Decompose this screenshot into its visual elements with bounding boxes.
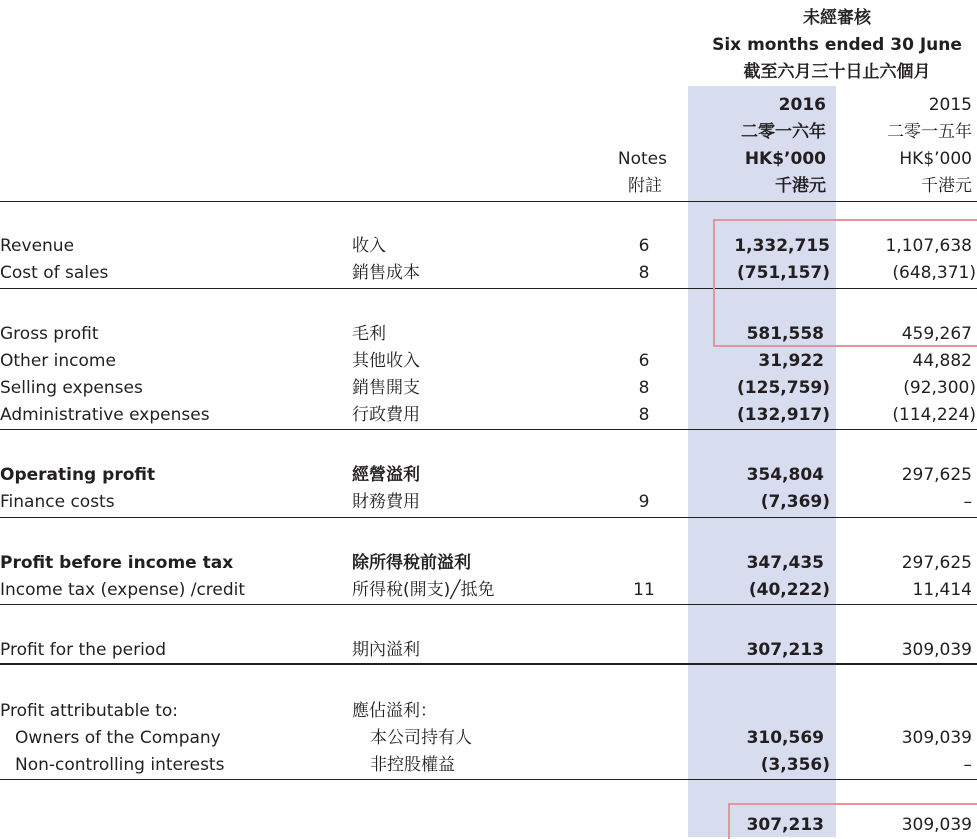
rule-after-income-tax — [0, 604, 977, 605]
row-note: 6 — [638, 236, 650, 256]
row-value-2015: 297,625 — [901, 553, 972, 573]
rule-after-admin-expenses — [0, 429, 977, 430]
row-value-2015: 11,414 — [912, 580, 972, 600]
row-label: Other income — [0, 351, 116, 371]
row-value-2015: – — [963, 755, 972, 775]
row-value-2015: 309,039 — [901, 728, 972, 748]
row-label: Profit before income tax — [0, 553, 234, 573]
notes-header-zh: 附註 — [628, 176, 662, 196]
row-value-2015: (114,224) — [892, 405, 976, 425]
row-label-zh: 收入 — [352, 236, 386, 256]
row-value-2016: (7,369) — [760, 492, 830, 512]
rule-after-profit-for-period — [0, 663, 977, 665]
row-value-2016: 307,213 — [746, 640, 824, 660]
row-label-zh: 財務費用 — [352, 492, 420, 512]
row-value-2016: 310,569 — [746, 728, 824, 748]
row-value-2015: 459,267 — [901, 324, 972, 344]
row-label-zh: 非控股權益 — [370, 755, 455, 775]
row-label: Operating profit — [0, 465, 156, 485]
row-label-zh: 期內溢利 — [352, 640, 420, 660]
row-label: Gross profit — [0, 324, 99, 344]
row-label-zh: 所得稅(開支)╱抵免 — [352, 580, 495, 600]
unit-2016-header: HK$’000 — [744, 149, 826, 169]
current-period-column-shading — [688, 86, 836, 837]
row-label: Income tax (expense) /credit — [0, 580, 246, 600]
header-rule — [0, 201, 977, 202]
row-value-2016: 31,922 — [758, 351, 824, 371]
row-value-2015: 309,039 — [901, 640, 972, 660]
row-value-2016: 1,332,715 — [734, 236, 830, 256]
row-value-2016: (3,356) — [760, 755, 830, 775]
row-label-zh: 經營溢利 — [352, 465, 420, 485]
year-2016-header: 2016 — [778, 95, 826, 115]
row-label: Administrative expenses — [0, 405, 210, 425]
row-value-2016: 581,558 — [746, 324, 824, 344]
row-value-2016: (751,157) — [737, 263, 830, 283]
row-value-2016: 347,435 — [746, 553, 824, 573]
row-value-2016: (132,917) — [737, 405, 830, 425]
row-label: Owners of the Company — [15, 728, 221, 748]
rule-after-attributable — [0, 779, 977, 780]
row-label-zh: 毛利 — [352, 324, 386, 344]
row-label: Profit for the period — [0, 640, 166, 660]
year-2015-header: 2015 — [928, 95, 972, 115]
row-value-2016: 354,804 — [746, 465, 824, 485]
row-value-2016: (40,222) — [748, 580, 830, 600]
period-heading-en: Six months ended 30 June — [712, 35, 962, 55]
row-note: 6 — [638, 351, 650, 371]
year-2016-header-zh: 二零一六年 — [741, 122, 826, 142]
row-label-zh: 本公司持有人 — [370, 728, 472, 748]
period-heading-zh: 截至六月三十日止六個月 — [743, 62, 931, 82]
row-value-2015: (92,300) — [903, 378, 976, 398]
row-value-2016: (125,759) — [737, 378, 830, 398]
rule-after-finance-costs — [0, 517, 977, 518]
row-value-2015: 44,882 — [912, 351, 972, 371]
row-label-zh: 銷售開支 — [352, 378, 420, 398]
row-value-2016: 307,213 — [746, 815, 824, 835]
row-label-zh: 其他收入 — [352, 351, 420, 371]
row-label: Cost of sales — [0, 263, 109, 283]
row-label: Finance costs — [0, 492, 115, 512]
row-label: Revenue — [0, 236, 75, 256]
unit-2015-header-zh: 千港元 — [921, 176, 972, 196]
unit-2015-header: HK$’000 — [899, 149, 972, 169]
row-label: Non-controlling interests — [15, 755, 225, 775]
unit-2016-header-zh: 千港元 — [775, 176, 826, 196]
row-note: 8 — [638, 378, 650, 398]
row-value-2015: 1,107,638 — [885, 236, 972, 256]
row-label-zh: 除所得稅前溢利 — [352, 553, 471, 573]
row-note: 8 — [638, 405, 650, 425]
row-note: 9 — [638, 492, 650, 512]
unaudited-heading: 未經審核 — [803, 8, 871, 28]
highlight-box-revenue-gross-profit — [713, 219, 977, 347]
row-label-zh: 行政費用 — [352, 405, 420, 425]
row-label: Selling expenses — [0, 378, 143, 398]
row-value-2015: 309,039 — [901, 815, 972, 835]
row-label: Profit attributable to: — [0, 701, 179, 721]
highlight-box-total-profit — [728, 803, 977, 839]
row-value-2015: 297,625 — [901, 465, 972, 485]
row-note: 11 — [633, 580, 655, 600]
row-label-zh: 銷售成本 — [352, 263, 420, 283]
row-value-2015: (648,371) — [892, 263, 976, 283]
notes-header: Notes — [617, 149, 667, 169]
row-note: 8 — [638, 263, 650, 283]
row-label-zh: 應佔溢利： — [352, 701, 437, 721]
year-2015-header-zh: 二零一五年 — [887, 122, 972, 142]
row-value-2015: – — [963, 492, 972, 512]
